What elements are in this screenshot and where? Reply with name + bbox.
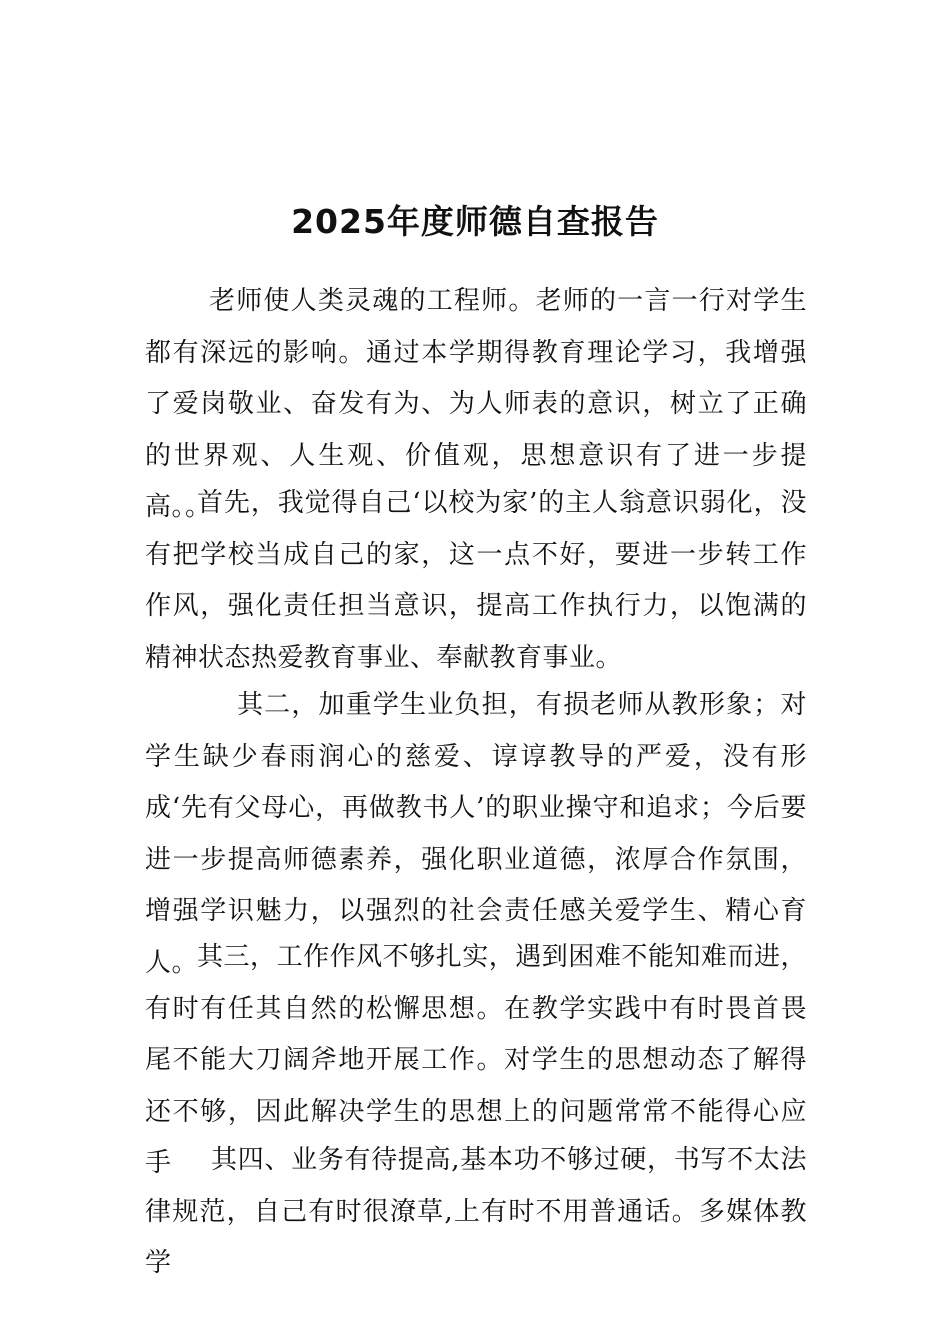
paragraph-first: 首先，我觉得自己‘以校为家’的主人翁意识弱化，没有把学校当成自己的家，这一点不好，要进一步转工作作风，强化责任担当意识，提高工作执行力，以饱满的精神状态热爱教育事业、奉献教育事业。 — [145, 488, 807, 673]
paragraph-intro: 老师使人类灵魂的工程师。老师的一言一行对学生都有深远的影响。通过本学期得教育理论学习，我增强了爱岗敬业、奋发有为、为人师表的意识，树立了正确的世界观、人生观、价值观，思想意识有了进一步提高。。 — [145, 286, 807, 522]
paragraph-fourth: 其四、业务有待提高,基本功不够过硬，书写不太法律规范，自己有时很潦草,上有时不用普通话。多媒体教学 — [145, 1145, 807, 1278]
paragraph-second: 其二，加重学生业负担，有损老师从教形象；对学生缺少春雨润心的慈爱、谆谆教导的严爱，没有形成‘先有父母心，再做教书人’的职业操守和追求；今后要进一步提高师德素养，强化职业道德，浓厚合作氛围，增强学识魅力，以强烈的社会责任感关爱学生、精心育人。 — [145, 690, 807, 978]
paragraph-third: 其三，工作作风不够扎实，遇到困难不能知难而进，有时有任其自然的松懈思想。在教学实践中有时畏首畏尾不能大刀阔斧地开展工作。对学生的思想动态了解得还不够，因此解决学生的思想上的问题常常不能得心应手 — [145, 942, 807, 1178]
document-title: 2025年度师德自查报告 — [291, 202, 659, 242]
